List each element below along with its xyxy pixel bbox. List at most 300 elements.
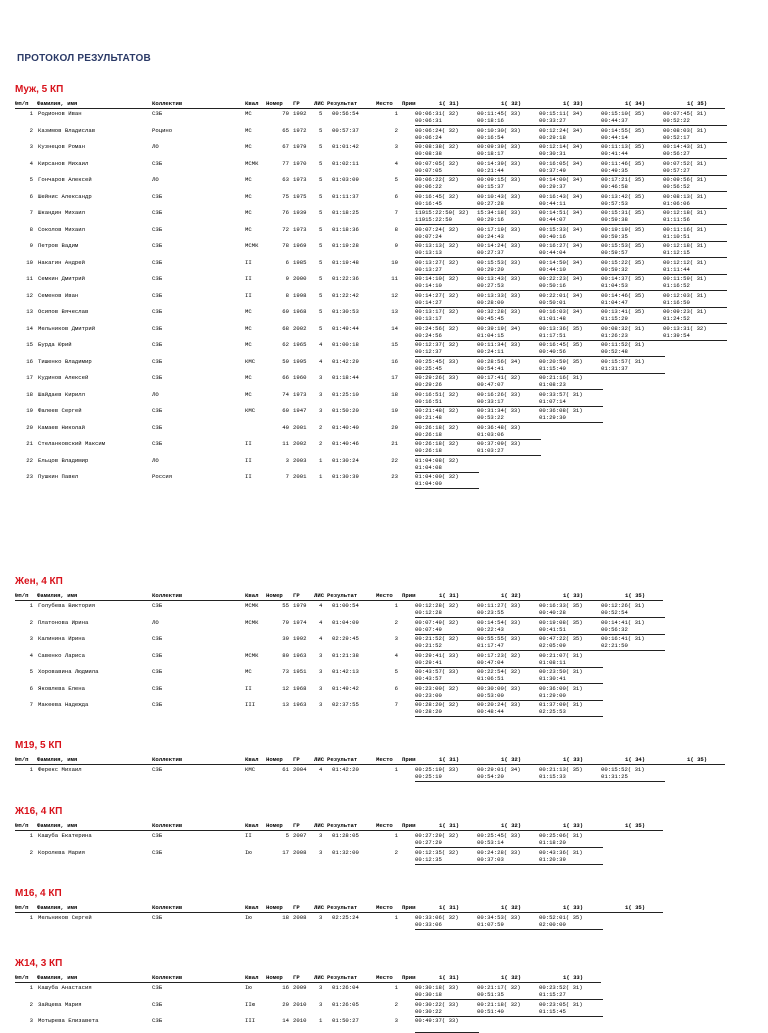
- split-leg: 00:08:32( 31): [601, 324, 645, 332]
- group-title: Жен, 4 КП: [15, 576, 63, 587]
- split-cumulative: 00:14:10: [415, 282, 442, 289]
- birth-year: 1970: [293, 159, 307, 167]
- split-cumulative: 01:04:47: [601, 298, 628, 306]
- row-number: 13: [26, 308, 33, 315]
- split-leg: 00:39:19( 34): [477, 324, 521, 332]
- header-lis: ЛИС: [314, 822, 325, 829]
- checkpoints-count: 5: [319, 308, 323, 315]
- header-yob: ГР: [293, 974, 300, 981]
- split-leg: 00:15:53( 35): [601, 242, 645, 249]
- birth-year: 1972: [293, 126, 307, 134]
- birth-year: 1973: [293, 390, 307, 398]
- row-number: 21: [26, 440, 33, 447]
- qualification: МС: [245, 308, 252, 315]
- split-cumulative: 00:51:35: [477, 991, 504, 998]
- team-name: СЗБ: [152, 291, 163, 299]
- split-cumulative: 00:25:45: [415, 364, 442, 372]
- split-leg: 00:26:18( 32): [415, 440, 459, 447]
- result-time: 01:30:24: [332, 456, 359, 464]
- place: 8: [394, 225, 398, 233]
- split-leg: 00:14:54( 33): [477, 618, 521, 626]
- split-cumulative: 00:28:00: [477, 298, 504, 306]
- split-cumulative: 01:08:23: [539, 381, 566, 388]
- bib-number: 80: [282, 651, 289, 659]
- header-split: 1( 35): [625, 904, 646, 911]
- split-leg: 00:30:22( 33): [415, 1000, 459, 1008]
- bib-number: 67: [282, 143, 289, 150]
- split-leg: 00:13:13( 32): [415, 242, 459, 249]
- checkpoints-count: 3: [319, 390, 323, 398]
- split-cumulative: 01:15:40: [539, 364, 566, 372]
- header-bib: Номер: [266, 904, 283, 911]
- checkpoints-count: 3: [319, 848, 323, 856]
- header-num: №п/п: [15, 974, 29, 981]
- header-yob: ГР: [293, 904, 300, 911]
- header-num: №п/п: [15, 904, 29, 911]
- split-leg: 00:11:34( 33): [477, 341, 521, 348]
- team-name: СЗБ: [152, 440, 163, 447]
- qualification: МС: [245, 374, 252, 381]
- split-cumulative: 01:07:59: [477, 921, 504, 928]
- split-cumulative: 01:15:27: [539, 991, 566, 998]
- header-split: 1( 31): [439, 592, 460, 599]
- split-cumulative: 00:12:35: [415, 855, 442, 863]
- split-cumulative: 00:43:57: [415, 675, 442, 682]
- place: 1: [394, 914, 398, 921]
- bib-number: 8: [285, 291, 289, 299]
- split-cumulative: 00:23:00: [415, 691, 442, 699]
- bib-number: 9: [285, 275, 289, 282]
- birth-year: 1979: [293, 143, 307, 150]
- qualification: МС: [245, 324, 252, 332]
- split-cumulative: 00:40:28: [539, 609, 566, 616]
- split-leg: 00:14:37( 35): [601, 275, 645, 282]
- header-team: Коллектив: [152, 822, 183, 829]
- birth-year: 1973: [293, 225, 307, 233]
- team-name: СЗБ: [152, 341, 163, 348]
- split-leg: 00:26:18( 32): [415, 423, 459, 431]
- split-leg: 00:13:17( 32): [415, 308, 459, 315]
- split-cumulative: 00:16:45: [415, 199, 442, 207]
- split-leg: 00:23:52( 31): [539, 984, 583, 991]
- checkpoints-count: 5: [319, 242, 323, 249]
- split-leg: 00:12:28( 32): [415, 602, 459, 609]
- birth-year: 1965: [293, 341, 307, 348]
- team-name: СЗБ: [152, 242, 163, 249]
- athlete-name: Родионов Иван: [38, 110, 82, 117]
- athlete-name: Кудинов Алексей: [38, 374, 89, 381]
- header-team: Коллектив: [152, 100, 183, 107]
- place: 7: [394, 209, 398, 216]
- qualification: Iю: [245, 848, 252, 856]
- split-cumulative: 00:45:45: [477, 315, 504, 322]
- team-name: СЗБ: [152, 423, 163, 431]
- split-leg: 00:29:01( 34): [477, 766, 521, 773]
- result-time: 01:50:20: [332, 407, 359, 414]
- split-cumulative: 00:44:10: [539, 265, 566, 273]
- split-cumulative: 00:53:00: [477, 691, 504, 699]
- place: 15: [391, 341, 398, 348]
- row-number: 1: [29, 602, 33, 609]
- qualification: МС: [245, 176, 252, 183]
- split-cumulative: 00:30:22: [415, 1007, 442, 1015]
- split-leg: 00:33:06( 32): [415, 914, 459, 921]
- checkpoints-count: 5: [319, 192, 323, 200]
- split-cumulative: 00:14:27: [415, 298, 442, 306]
- team-name: СЗБ: [152, 684, 163, 692]
- place: 12: [391, 291, 398, 299]
- athlete-name: Голубева Виктория: [38, 602, 96, 609]
- athlete-name: Ферекс Михаил: [38, 766, 82, 773]
- athlete-name: Кашуба Екатерина: [38, 832, 92, 839]
- team-name: ЛО: [152, 456, 159, 464]
- qualification: III: [245, 1017, 256, 1024]
- athlete-name: Савенко Лариса: [38, 651, 85, 659]
- result-time: 01:21:38: [332, 651, 359, 659]
- result-time: 01:49:44: [332, 324, 359, 332]
- split-leg: 00:14:55( 35): [601, 126, 645, 134]
- team-name: СЗБ: [152, 374, 163, 381]
- bib-number: 70: [282, 110, 289, 117]
- split-cumulative: 11915:22:50: [415, 216, 452, 223]
- header-lis: ЛИС: [314, 904, 325, 911]
- header-note: Прим: [402, 100, 416, 107]
- place: 5: [394, 176, 398, 183]
- split-cumulative: 00:44:07: [539, 216, 566, 223]
- split-cumulative: 00:18:17: [477, 150, 504, 157]
- row-number: 5: [29, 176, 33, 183]
- header-yob: ГР: [293, 100, 300, 107]
- split-cumulative: 01:06:06: [663, 199, 690, 207]
- split-leg: 00:30:00( 33): [477, 684, 521, 692]
- split-cumulative: 00:59:32: [601, 265, 628, 273]
- split-leg: 00:07:05( 32): [415, 159, 459, 167]
- split-leg: 00:22:54( 32): [477, 668, 521, 675]
- checkpoints-count: 3: [319, 651, 323, 659]
- split-cumulative: 02:21:50: [601, 642, 628, 649]
- header-bib: Номер: [266, 822, 283, 829]
- split-cumulative: 00:21:44: [477, 166, 504, 174]
- header-rule: [15, 764, 725, 765]
- split-leg: 00:16:05( 34): [539, 159, 583, 167]
- athlete-name: Шкандин Михаил: [38, 209, 85, 216]
- row-number: 19: [26, 407, 33, 414]
- birth-year: 2007: [293, 832, 307, 839]
- birth-year: 2000: [293, 275, 307, 282]
- birth-year: 1974: [293, 618, 307, 626]
- row-number: 1: [29, 832, 33, 839]
- athlete-name: Мельников Дмитрий: [38, 324, 96, 332]
- checkpoints-count: 2: [319, 440, 323, 447]
- bib-number: 76: [282, 209, 289, 216]
- split-leg: 00:16:45( 32): [415, 192, 459, 200]
- split-cumulative: 00:06:24: [415, 133, 442, 141]
- checkpoints-count: 3: [319, 984, 323, 991]
- split-leg: 00:21:16( 31): [539, 374, 583, 381]
- place: 2: [394, 618, 398, 626]
- header-split: 1( 31): [439, 100, 460, 107]
- split-leg: 00:24:28( 33): [477, 848, 521, 856]
- checkpoints-count: 5: [319, 110, 323, 117]
- row-number: 2: [29, 126, 33, 134]
- split-leg: 00:15:57( 31): [601, 357, 645, 365]
- qualification: II: [245, 473, 252, 480]
- header-result: Результат: [327, 592, 358, 599]
- bib-number: 40: [282, 423, 289, 431]
- birth-year: 2001: [293, 473, 307, 480]
- row-number: 2: [29, 618, 33, 626]
- header-place: Место: [376, 904, 393, 911]
- split-cumulative: 00:51:40: [477, 1007, 504, 1015]
- result-time: 01:26:05: [332, 1000, 359, 1008]
- split-cumulative: 00:50:01: [539, 298, 566, 306]
- qualification: МСМК: [245, 602, 259, 609]
- row-number: 9: [29, 242, 33, 249]
- team-name: СЗБ: [152, 984, 163, 991]
- header-name: Фамилия, имя: [37, 974, 78, 981]
- split-leg: 00:11:45( 33): [477, 110, 521, 117]
- split-cumulative: 02:05:09: [539, 642, 566, 649]
- split-leg: 00:12:03( 31): [663, 291, 707, 299]
- split-leg: 00:19:19( 35): [601, 225, 645, 233]
- qualification: МСМК: [245, 651, 259, 659]
- header-name: Фамилия, имя: [37, 822, 78, 829]
- result-time: 01:49:42: [332, 684, 359, 692]
- athlete-name: Ельцов Владимир: [38, 456, 89, 464]
- split-leg: 00:09:23( 31): [663, 308, 707, 315]
- split-cumulative: 00:24:43: [477, 232, 504, 240]
- athlete-name: Соколов Михаил: [38, 225, 85, 233]
- split-leg: 00:14:00( 34): [539, 176, 583, 183]
- row-number: 11: [26, 275, 33, 282]
- place: 23: [391, 473, 398, 480]
- bib-number: 77: [282, 159, 289, 167]
- split-leg: 00:36:48( 33): [477, 423, 521, 431]
- birth-year: 2002: [293, 324, 307, 332]
- split-leg: 00:49:37( 33): [415, 1017, 459, 1024]
- header-split: 1( 33): [563, 756, 584, 763]
- place: 9: [394, 242, 398, 249]
- split-cumulative: 00:59:57: [601, 249, 628, 256]
- header-note: Прим: [402, 974, 416, 981]
- split-cumulative: 00:33:06: [415, 921, 442, 928]
- split-cumulative: 00:57:53: [601, 199, 628, 207]
- result-time: 02:37:55: [332, 701, 359, 708]
- place: 5: [394, 668, 398, 675]
- split-cumulative: 00:52:54: [601, 609, 628, 616]
- bib-number: 59: [282, 357, 289, 365]
- split-leg: 00:47:22( 35): [539, 635, 583, 642]
- bib-number: 79: [282, 618, 289, 626]
- checkpoints-count: 5: [319, 143, 323, 150]
- checkpoints-count: 3: [319, 832, 323, 839]
- split-leg: 00:06:31( 32): [415, 110, 459, 117]
- split-cumulative: 01:29:30: [539, 414, 566, 421]
- split-cumulative: 01:16:50: [663, 298, 690, 306]
- team-name: СЗБ: [152, 159, 163, 167]
- split-leg: 00:09:15( 33): [477, 176, 521, 183]
- team-name: СЗБ: [152, 602, 163, 609]
- row-number: 15: [26, 341, 33, 348]
- split-cumulative: 00:33:27: [539, 117, 566, 124]
- place: 3: [394, 1017, 398, 1024]
- header-note: Прим: [402, 822, 416, 829]
- qualification: МС: [245, 209, 252, 216]
- birth-year: 1968: [293, 684, 307, 692]
- header-place: Место: [376, 100, 393, 107]
- athlete-name: Пушкин Павел: [38, 473, 79, 480]
- place: 1: [394, 984, 398, 991]
- split-leg: 00:21:13( 35): [539, 766, 583, 773]
- header-split: 1( 35): [687, 100, 708, 107]
- qualification: II: [245, 291, 252, 299]
- checkpoints-count: 3: [319, 701, 323, 708]
- checkpoints-count: 3: [319, 374, 323, 381]
- split-leg: 00:52:01( 35): [539, 914, 583, 921]
- split-leg: 01:37:09( 31): [539, 701, 583, 708]
- split-cumulative: 01:15:29: [601, 315, 628, 322]
- bib-number: 7: [285, 473, 289, 480]
- split-leg: 00:13:36( 35): [539, 324, 583, 332]
- row-rule: [415, 781, 665, 782]
- split-leg: 00:28:20( 32): [415, 701, 459, 708]
- split-leg: 00:15:31( 35): [601, 209, 645, 216]
- qualification: МС: [245, 110, 252, 117]
- split-cumulative: 01:31:37: [601, 364, 628, 372]
- split-cumulative: 00:13:17: [415, 315, 442, 322]
- birth-year: 2003: [293, 456, 307, 464]
- header-num: №п/п: [15, 100, 29, 107]
- place: 1: [394, 766, 398, 773]
- split-cumulative: 02:00:00: [539, 921, 566, 928]
- split-cumulative: 00:56:27: [663, 150, 690, 157]
- split-cumulative: 00:44:14: [601, 133, 628, 141]
- split-leg: 00:10:30( 33): [477, 126, 521, 134]
- checkpoints-count: 5: [319, 225, 323, 233]
- place: 13: [391, 308, 398, 315]
- split-leg: 00:22:23( 34): [539, 275, 583, 282]
- qualification: КМС: [245, 407, 256, 414]
- header-qual: Квал: [245, 822, 259, 829]
- team-name: СЗБ: [152, 1017, 163, 1024]
- qualification: МСМК: [245, 618, 259, 626]
- header-qual: Квал: [245, 974, 259, 981]
- split-cumulative: 00:16:51: [415, 397, 442, 405]
- split-cumulative: 00:12:37: [415, 348, 442, 355]
- header-split: 1( 32): [501, 974, 522, 981]
- split-cumulative: 00:52:48: [601, 348, 628, 355]
- split-leg: 00:12:18( 31): [663, 209, 707, 216]
- athlete-name: Фалеев Сергей: [38, 407, 82, 414]
- split-cumulative: 00:27:53: [477, 282, 504, 289]
- group-title: Муж, 5 КП: [15, 84, 64, 95]
- result-time: 01:28:05: [332, 832, 359, 839]
- header-name: Фамилия, имя: [37, 904, 78, 911]
- header-name: Фамилия, имя: [37, 756, 78, 763]
- team-name: СЗБ: [152, 914, 163, 921]
- split-cumulative: 01:08:11: [539, 658, 566, 666]
- result-time: 01:26:04: [332, 984, 359, 991]
- header-rule: [15, 830, 663, 831]
- checkpoints-count: 4: [319, 602, 323, 609]
- header-place: Место: [376, 822, 393, 829]
- header-rule: [15, 912, 663, 913]
- result-time: 01:18:44: [332, 374, 359, 381]
- header-split: 1( 33): [563, 822, 584, 829]
- split-leg: 00:16:27( 34): [539, 242, 583, 249]
- split-leg: 00:55:55( 33): [477, 635, 521, 642]
- split-leg: 00:06:24( 32): [415, 126, 459, 134]
- split-cumulative: 01:15:45: [539, 1007, 566, 1015]
- split-cumulative: 00:30:18: [415, 991, 442, 998]
- place: 3: [394, 143, 398, 150]
- split-leg: 00:12:12( 31): [663, 258, 707, 266]
- header-place: Место: [376, 592, 393, 599]
- split-leg: 00:16:03( 34): [539, 308, 583, 315]
- header-split: 1( 33): [563, 904, 584, 911]
- row-number: 1: [29, 984, 33, 991]
- split-leg: 00:14:46( 35): [601, 291, 645, 299]
- result-time: 01:00:54: [332, 602, 359, 609]
- athlete-name: Хоровавина Людмила: [38, 668, 99, 675]
- split-leg: 00:23:50( 31): [539, 668, 583, 675]
- row-number: 16: [26, 357, 33, 365]
- result-time: 01:40:40: [332, 423, 359, 431]
- birth-year: 1975: [293, 192, 307, 200]
- athlete-name: Камаев Николай: [38, 423, 85, 431]
- row-number: 7: [29, 209, 33, 216]
- row-number: 2: [29, 848, 33, 856]
- split-leg: 00:17:19( 33): [477, 225, 521, 233]
- split-leg: 00:21:17( 32): [477, 984, 521, 991]
- checkpoints-count: 5: [319, 159, 323, 167]
- split-leg: 00:14:27( 32): [415, 291, 459, 299]
- qualification: КМС: [245, 766, 256, 773]
- qualification: II: [245, 275, 252, 282]
- split-cumulative: 00:15:37: [477, 183, 504, 190]
- place: 2: [394, 1000, 398, 1008]
- bib-number: 11: [282, 440, 289, 447]
- split-leg: 00:17:23( 32): [477, 651, 521, 659]
- place: 3: [394, 635, 398, 642]
- birth-year: 1947: [293, 407, 307, 414]
- checkpoints-count: 5: [319, 324, 323, 332]
- result-time: 01:18:36: [332, 225, 359, 233]
- split-cumulative: 01:15:33: [539, 773, 566, 780]
- row-number: 17: [26, 374, 33, 381]
- split-cumulative: 00:37:03: [477, 855, 504, 863]
- bib-number: 20: [282, 1000, 289, 1008]
- split-cumulative: 01:04:15: [477, 331, 504, 339]
- team-name: СЗБ: [152, 192, 163, 200]
- split-leg: 00:19:08( 35): [539, 618, 583, 626]
- row-number: 4: [29, 159, 33, 167]
- split-cumulative: 00:24:56: [415, 331, 442, 339]
- header-bib: Номер: [266, 592, 283, 599]
- split-cumulative: 00:21:52: [415, 642, 442, 649]
- split-cumulative: 00:44:11: [539, 199, 566, 207]
- split-leg: 00:25:06( 31): [539, 832, 583, 839]
- split-leg: 00:27:29( 32): [415, 832, 459, 839]
- split-leg: 00:15:33( 34): [539, 225, 583, 233]
- split-cumulative: 00:59:35: [601, 232, 628, 240]
- header-split: 1( 33): [563, 592, 584, 599]
- qualification: II: [245, 258, 252, 266]
- split-cumulative: 00:13:13: [415, 249, 442, 256]
- athlete-name: Шейнис Александр: [38, 192, 92, 200]
- split-cumulative: 00:12:28: [415, 609, 442, 616]
- split-cumulative: 01:17:51: [539, 331, 566, 339]
